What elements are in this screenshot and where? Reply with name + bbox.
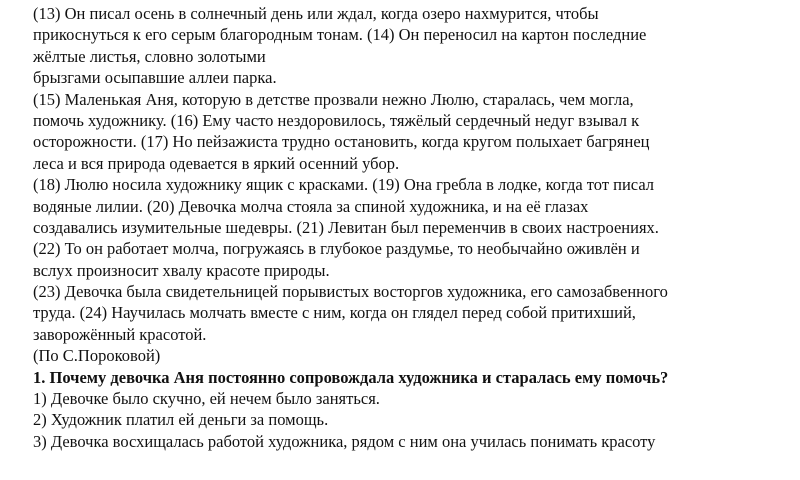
text-line: леса и вся природа одевается в яркий осенний убор. [33, 153, 400, 173]
question-title: 1. Почему девочка Аня постоянно сопровождала художника и старалась ему помочь? [33, 367, 669, 387]
text-line: осторожности. (17) Но пейзажиста трудно остановить, когда кругом полыхает багрянец [33, 132, 650, 152]
passage-text [33, 3, 793, 367]
document-page [33, 3, 793, 452]
text-line: жёлтые листья, словно золотыми [33, 46, 266, 66]
text-line: создавались изумительные шедевры. (21) Левитан был переменчив в своих настроениях. [33, 217, 659, 237]
answer-option: 2) Художник платил ей деньги за помощь. [33, 410, 329, 430]
answer-option: 1) Девочке было скучно, ей нечем было заняться. [33, 389, 380, 409]
text-line: (22) То он работает молча, погружаясь в глубокое раздумье, то необычайно оживлён и [33, 239, 640, 259]
text-line: помочь художнику. (16) Ему часто нездоровилось, тяжёлый сердечный недуг взывал к [33, 110, 640, 130]
source-attribution: (По С.Пороковой) [33, 346, 161, 366]
text-line: труда. (24) Научилась молчать вместе с ним, когда он глядел перед собой притихший, [33, 303, 636, 323]
text-line: прикоснуться к его серым благородным тонам. (14) Он переносил на картон последние [33, 25, 647, 45]
text-line: (23) Девочка была свидетельницей порывистых восторгов художника, его самозабвенного [33, 282, 668, 302]
text-line: (13) Он писал осень в солнечный день или ждал, когда озеро нахмурится, чтобы [33, 4, 599, 23]
answer-option: 3) Девочка восхищалась работой художника, рядом с ним она училась понимать красоту [33, 431, 656, 451]
answer-options [33, 388, 793, 452]
text-line: (15) Маленькая Аня, которую в детстве прозвали нежно Люлю, старалась, чем могла, [33, 89, 634, 109]
text-line: вслух произносит хвалу красоте природы. [33, 260, 330, 280]
text-line: заворожённый красотой. [33, 324, 207, 344]
text-line: (18) Люлю носила художнику ящик с красками. (19) Она гребла в лодке, когда тот писал [33, 175, 655, 195]
text-line: водяные лилии. (20) Девочка молча стояла за спиной художника, и на её глазах [33, 196, 589, 216]
text-line: брызгами осыпавшие аллеи парка. [33, 68, 277, 88]
